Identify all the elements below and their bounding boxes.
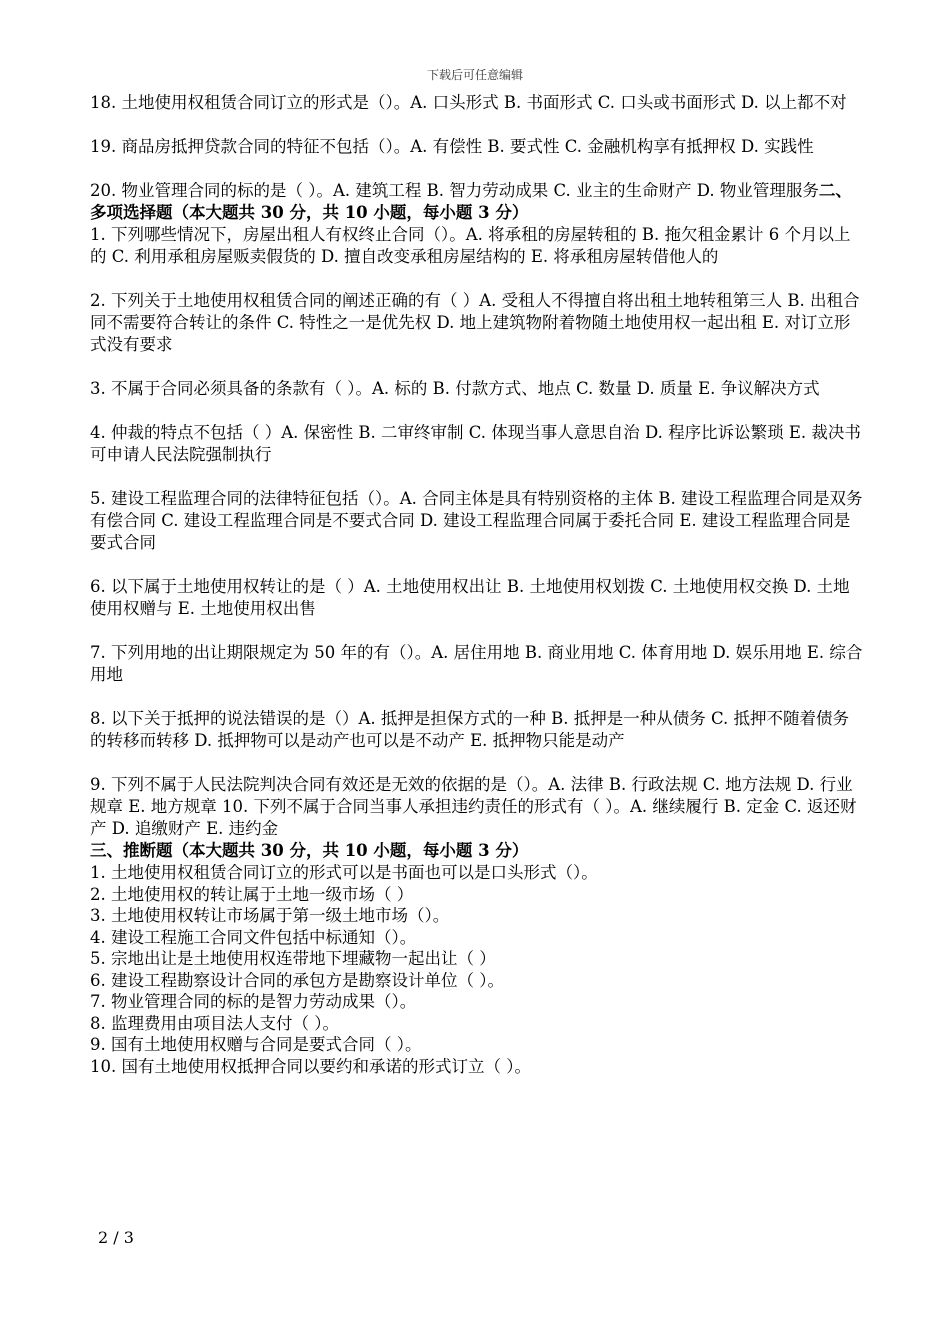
judgment-list [90,862,865,1077]
page-header: 下载后可任意编辑 [426,68,523,82]
judgment-item-5: 5. 宗地出让是土地使用权连带地下埋藏物一起出让（ ） [90,949,496,968]
judgment-item-10: 10. 国有土地使用权抵押合同以要约和承诺的形式订立（ ）。 [90,1056,531,1076]
judgment-item-8: 8. 监理费用由项目法人支付（ ）。 [90,1013,339,1033]
question-20-with-section-heading [90,180,865,224]
judgment-item-9: 9. 国有土地使用权赠与合同是要式合同（ ）。 [90,1035,422,1054]
multi-choice-question-6: 6. 以下属于土地使用权转让的是（ ）A. 土地使用权出让 B. 土地使用权划拨 C. 土地使用权交换 D. 土地使用权赠与 E. 土地使用权出售 [90,577,850,618]
question-18: 18. 土地使用权租赁合同订立的形式是（）。A. 口头形式 B. 书面形式 C. 口头或书面形式 D. 以上都不对 [90,93,847,112]
judgment-item-4: 4. 建设工程施工合同文件包括中标通知（）。 [90,927,417,947]
multi-choice-question-2: 2. 下列关于土地使用权租赁合同的阐述正确的有（ ）A. 受租人不得擅自将出租土地转租第三人 B. 出租合同不需要符合转让的条件 C. 特性之一是优先权 D. 地上建筑物附着物随土地使用权一起出租 E. 对订立形式没有要求 [90,291,860,354]
multi-choice-question-8: 8. 以下关于抵押的说法错误的是（）A. 抵押是担保方式的一种 B. 抵押是一种从债务 C. 抵押不随着债务的转移而转移 D. 抵押物可以是动产也可以是不动产 E. 抵押物只能是动产 [90,709,850,750]
judgment-item-3: 3. 土地使用权转让市场属于第一级土地市场（）。 [90,906,450,925]
multi-choice-question-5: 5. 建设工程监理合同的法律特征包括（）。A. 合同主体是具有特别资格的主体 B. 建设工程监理合同是双务有偿合同 C. 建设工程监理合同是不要式合同 D. 建设工程监理合同属于委托合同 E. 建设工程监理合同是要式合同 [90,489,863,552]
multi-choice-question-7: 7. 下列用地的出让期限规定为 50 年的有（）。A. 居住用地 B. 商业用地 C. 体育用地 D. 娱乐用地 E. 综合用地 [90,643,863,684]
judgment-item-7: 7. 物业管理合同的标的是智力劳动成果（）。 [90,992,417,1011]
multi-choice-question-3: 3. 不属于合同必须具备的条款有（ ）。A. 标的 B. 付款方式、地点 C. 数量 D. 质量 E. 争议解决方式 [90,379,820,398]
judgment-item-6: 6. 建设工程勘察设计合同的承包方是勘察设计单位（ ）。 [90,970,504,990]
question-19: 19. 商品房抵押贷款合同的特征不包括（）。A. 有偿性 B. 要式性 C. 金融机构享有抵押权 D. 实践性 [90,137,814,156]
multi-choice-question-1: 1. 下列哪些情况下，房屋出租人有权终止合同（）。A. 将承租的房屋转租的 B. 拖欠租金累计 6 个月以上的 C. 利用承租房屋贩卖假货的 D. 擅自改变承租房屋结构的 E. 将承租房屋转借他人的 [90,225,851,266]
document-body [90,92,865,1077]
judgment-item-1: 1. 土地使用权租赁合同订立的形式可以是书面也可以是口头形式（）。 [90,863,598,882]
question-20: 20. 物业管理合同的标的是（ ）。A. 建筑工程 B. 智力劳动成果 C. 业主的生命财产 D. 物业管理服务 [90,181,819,200]
page-number: 2 / 3 [98,1228,134,1247]
multi-choice-question-9-10: 9. 下列不属于人民法院判决合同有效还是无效的依据的是（）。A. 法律 B. 行政法规 C. 地方法规 D. 行业规章 E. 地方规章 10. 下列不属于合同当事人承担违约责任的形式有（ ）。A. 继续履行 B. 定金 C. 返还财产 D. 追缴财产 E. 违约金 [90,775,857,838]
section-2-heading: 二、多项选择题（本大题共 30 分，共 10 小题，每小题 3 分） [90,181,852,222]
multi-choice-question-4: 4. 仲裁的特点不包括（ ）A. 保密性 B. 二审终审制 C. 体现当事人意思自治 D. 程序比诉讼繁琐 E. 裁决书可申请人民法院强制执行 [90,423,861,464]
section-3-heading: 三、推断题（本大题共 30 分，共 10 小题，每小题 3 分） [90,841,529,860]
judgment-item-2: 2. 土地使用权的转让属于土地一级市场（ ） [90,884,414,904]
